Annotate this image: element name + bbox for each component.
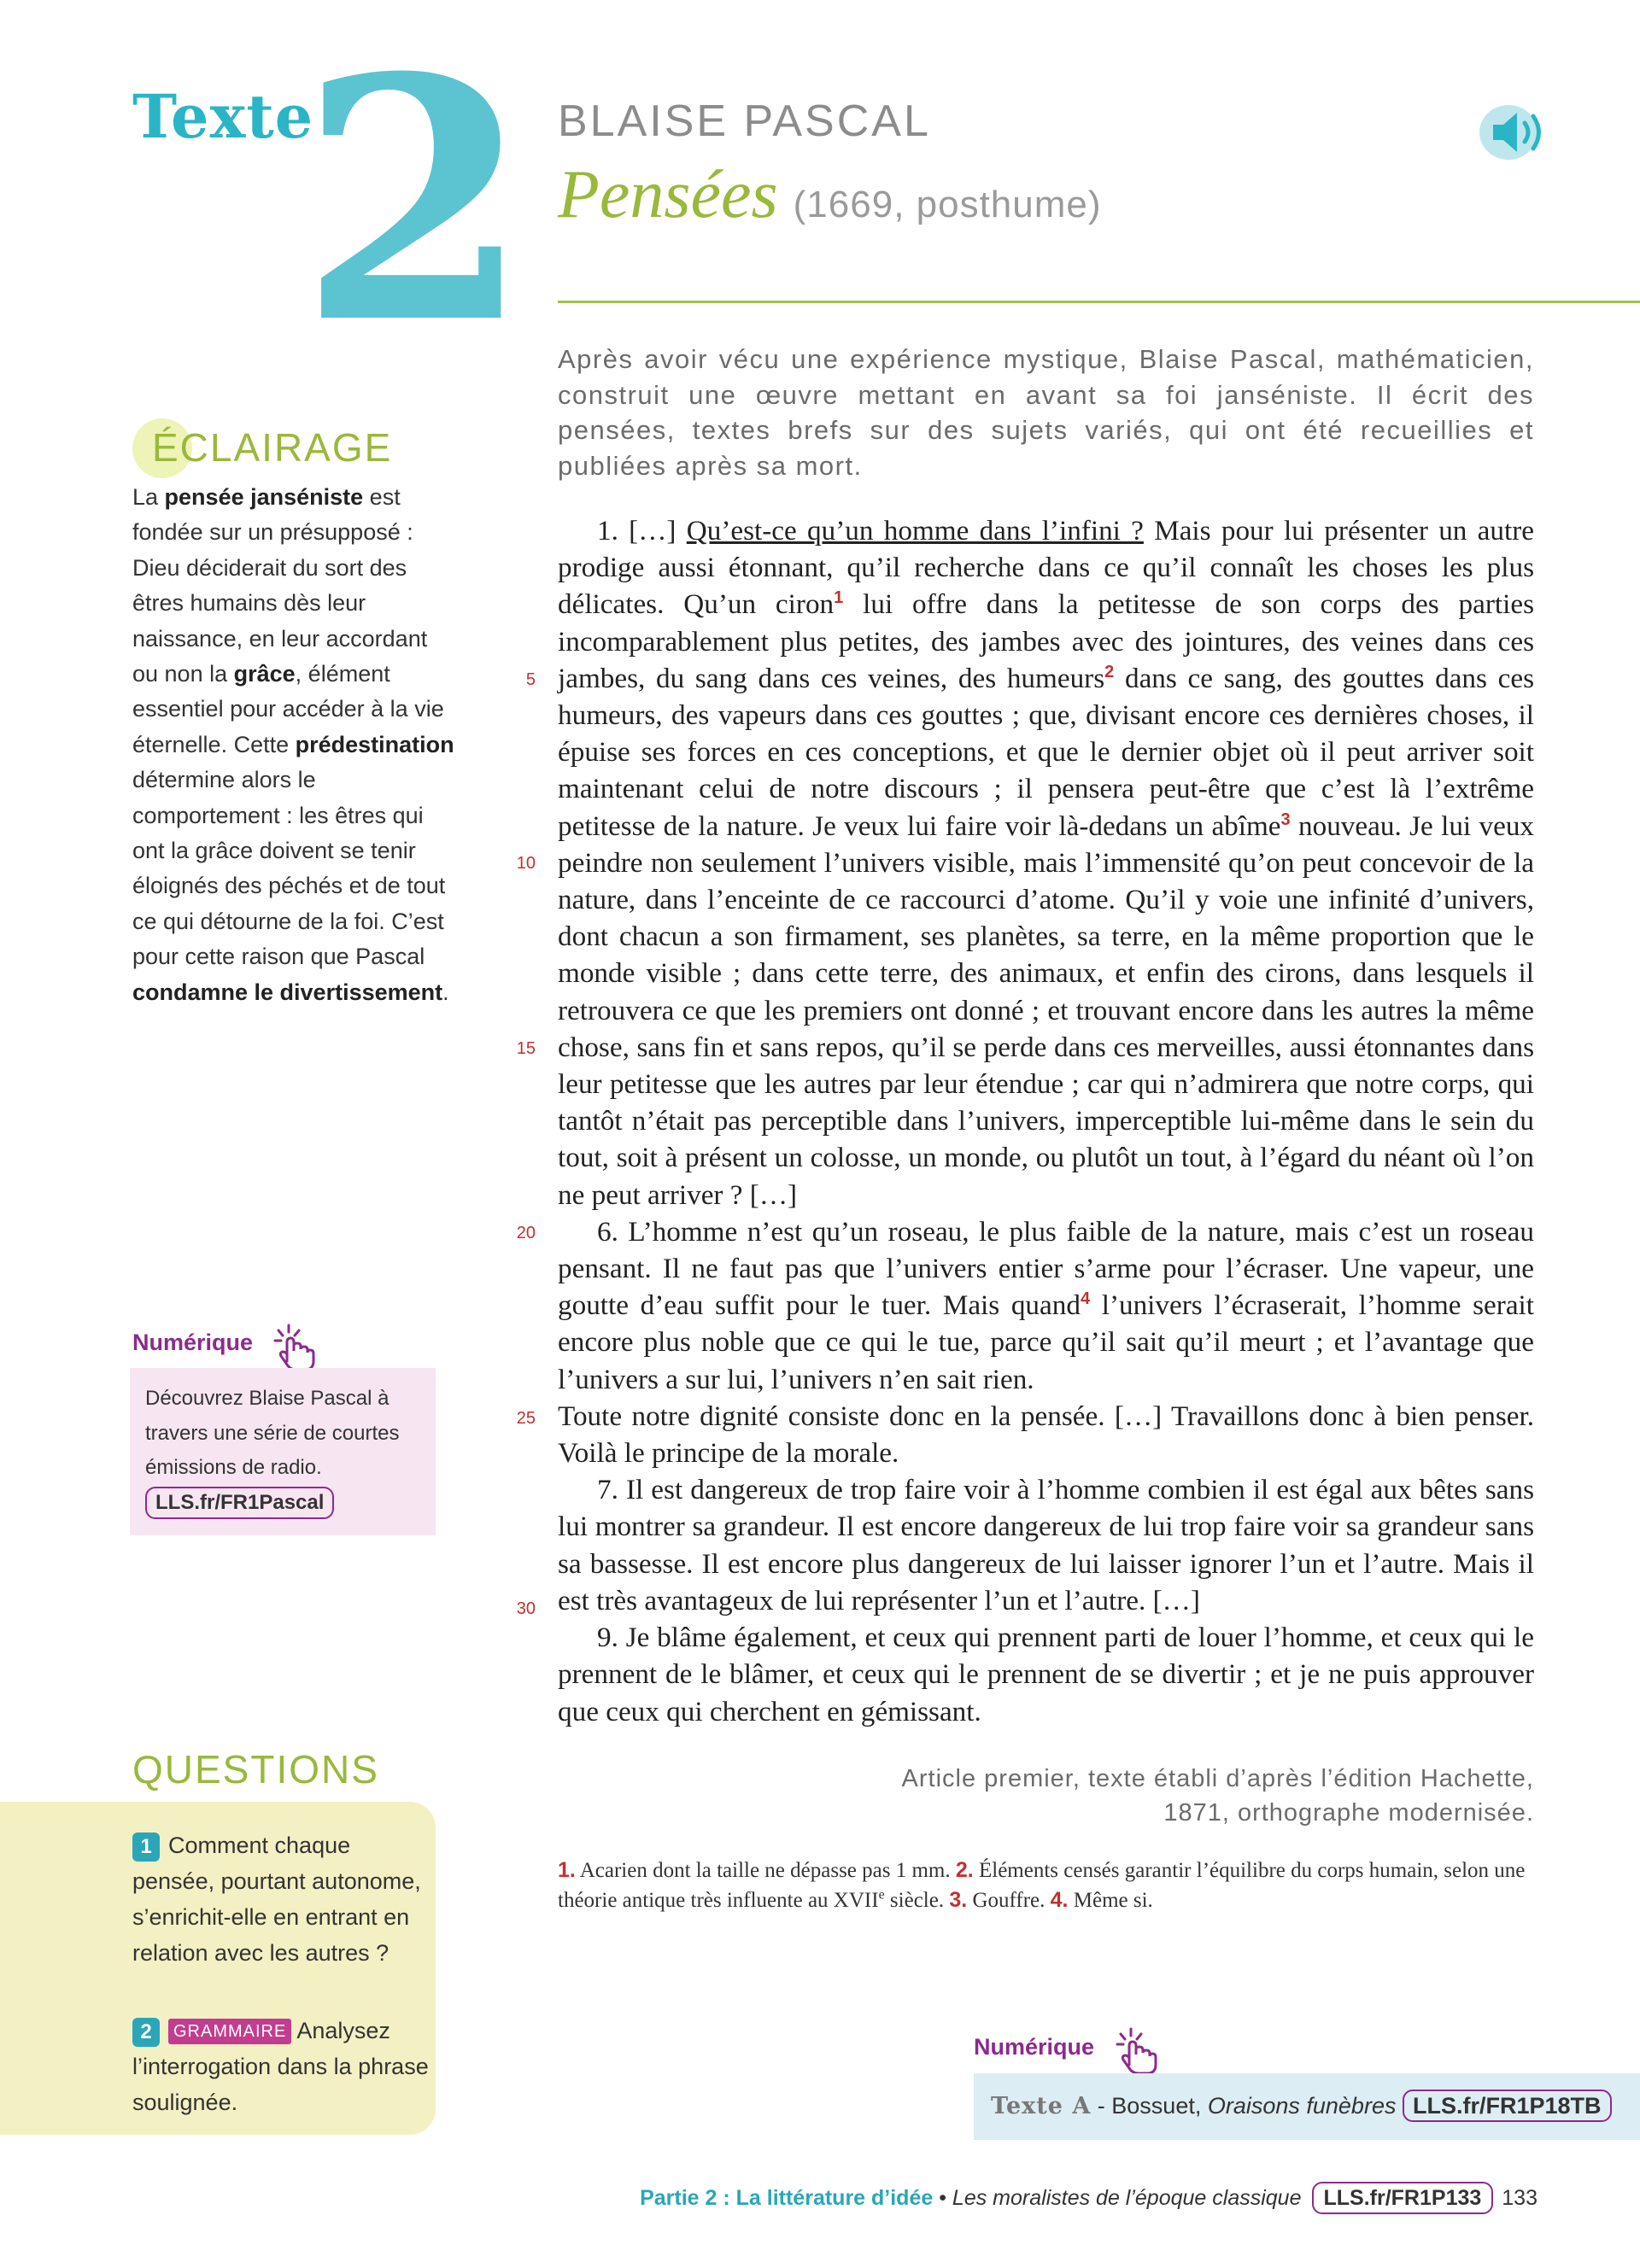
- intro-text: Après avoir vécu une expérience mystique, Blaise Pascal, mathématicien, construit une œuvre mettant en avant sa foi janséniste. Il écrit des pensées, textes brefs sur des sujets variés, qui ont été recueillies et publiées après sa mort.: [558, 344, 1534, 481]
- eclairage-text: La pensée janséniste est fondée sur un présupposé : Dieu déciderait du sort des êtres humains dès leur naissance, en leur accordant ou non la grâce, élément essentiel pour accéder à la vie éternelle. Cette prédestination détermine alors le comportement : les êtres qui ont la grâce doivent se tenir éloignés des péchés et de tout ce qui détourne de la foi. C’est pour cette raison que Pascal condamne le divertissement.: [132, 484, 454, 1005]
- question-2: 2 GRAMMAIRE Analysez l’interrogation dans la phrase soulignée.: [132, 2018, 429, 2115]
- texte-a-label: Texte A: [991, 2093, 1092, 2119]
- numerique-text: Découvrez Blaise Pascal à travers une série de courtes émissions de radio. LLS.fr/FR1Pascal: [145, 1382, 427, 1520]
- pointing-hand-icon: [1112, 2025, 1163, 2077]
- numerique-text-2: Texte A - Bossuet, Oraisons funèbres LLS.fr/FR1P18TB: [991, 2090, 1612, 2122]
- page-number: 133: [1502, 2186, 1538, 2210]
- line-number: 10: [516, 854, 536, 873]
- speaker-icon[interactable]: [1478, 102, 1556, 162]
- footnote-ref[interactable]: 3: [1280, 810, 1291, 829]
- footer-section: Les moralistes de l’époque classique: [952, 2186, 1302, 2210]
- question-1: 1 Comment chaque pensée, pourtant autonome, s’enrichit-elle en entrant en relation avec les autres ?: [132, 1833, 421, 1966]
- eclairage-title: ÉCLAIRAGE: [152, 425, 393, 470]
- footer-part: Partie 2 : La littérature d’idée: [640, 2186, 934, 2210]
- pensee-6-continued: Toute notre dignité consiste donc en la pensée. […] Travaillons donc à bien penser. Voilà le principe de la morale.: [558, 1400, 1534, 1470]
- footnote-ref[interactable]: 4: [1080, 1289, 1091, 1309]
- page-footer: Partie 2 : La littérature d’idée • Les moralistes de l’époque classique LLS.fr/FR1P133 133: [632, 2182, 1538, 2214]
- numerique-link[interactable]: LLS.fr/FR1Pascal: [145, 1487, 334, 1519]
- texte-label: Texte: [132, 81, 314, 152]
- line-number: 5: [525, 670, 536, 689]
- underlined-sentence: Qu’est-ce qu’un homme dans l’infini ?: [686, 515, 1144, 547]
- question-number: 2: [132, 2018, 160, 2047]
- footnotes: 1. Acarien dont la taille ne dépasse pas 1 mm. 2. Éléments censés garantir l’équilibre du corps humain, selon une théorie antique très influente au XVIIe siècle. 3. Gouffre. 4. Même si.: [558, 1858, 1526, 1912]
- footnote-ref[interactable]: 1: [834, 588, 844, 608]
- pensee-7: 7. Il est dangereux de trop faire voir à l’homme combien il est égal aux bêtes sans lui montrer sa grandeur. Il est encore dangereux de lui trop faire voir sa grandeur sans sa bassesse. Il est encore plus dangereux de lui laisser ignorer l’un et l’autre. Mais il est très avantageux de lui représenter l’un et l’autre. […]: [558, 1474, 1534, 1616]
- footer-link[interactable]: LLS.fr/FR1P133: [1312, 2182, 1494, 2214]
- line-number: 20: [516, 1224, 536, 1242]
- numerique-link-2[interactable]: LLS.fr/FR1P18TB: [1403, 2090, 1612, 2122]
- grammaire-tag: GRAMMAIRE: [168, 2019, 291, 2044]
- line-number: 30: [516, 1599, 536, 1618]
- questions-title: QUESTIONS: [132, 1747, 379, 1792]
- source-citation: Article premier, texte établi d’après l’édition Hachette, 1871, orthographe modernisée.: [901, 1765, 1534, 1827]
- numerique-label: Numérique: [132, 1330, 254, 1355]
- work-date: (1669, posthume): [793, 184, 1102, 225]
- author-name: BLAISE PASCAL: [558, 96, 931, 146]
- texte-number: 2: [299, 5, 531, 396]
- work-title: Pensées: [558, 157, 778, 232]
- pointing-hand-icon: [270, 1322, 321, 1373]
- footnote-ref[interactable]: 2: [1104, 662, 1115, 681]
- numerique-label-2: Numérique: [974, 2034, 1095, 2060]
- work-title-line: [558, 154, 1102, 234]
- main-text: [558, 512, 1534, 1730]
- question-number: 1: [132, 1833, 160, 1862]
- pensee-9: 9. Je blâme également, et ceux qui prennent parti de louer l’homme, et ceux qui le prennent de le blâmer, et ceux qui le prennent de se divertir ; et je ne puis approuver que ceux qui cherchent en gémissant.: [558, 1622, 1534, 1727]
- pensee-1: 1. […] Qu’est-ce qu’un homme dans l’infini ? Mais pour lui présenter un autre prodige aussi étonnant, qu’il recherche dans ce qu’il connaît les choses les plus délicates. Qu’un ciron$^1$ lui offre dans la petitesse de son corps des parties incomparablement plus petites, des jambes avec des jointures, des veines dans ces jambes, du sang dans ces veines, des humeurs$^2$ dans ce sang, des gouttes dans ces humeurs, des vapeurs dans ces gouttes ; que, divisant encore ces dernières choses, il épuise ses forces en ces conceptions, et que le dernier objet où il peut arriver soit maintenant celui de notre discours ; il pensera peut-être que c’est là l’extrême petitesse de la nature. Je veux lui faire voir là-dedans un abîme$^3$ nouveau. Je lui veux peindre non seulement l’univers visible, mais l’immensité qu’on peut concevoir de la nature, dans l’enceinte de ce raccourci d’atome. Qu’il y voie une infinité d’univers, dont chacun a son firmament, ses planètes, sa terre, en la même proportion que le monde visible ; dans cette terre, des animaux, et enfin des cirons, dans lesquels il retrouvera ce que les premiers ont donné ; et trouvant encore dans les autres la même chose, sans fin et sans repos, qu’il se perde dans ces merveilles, aussi étonnantes dans leur petitesse que les autres par leur étendue ; car qui n’admirera que notre corps, qui tantôt n’était pas perceptible dans l’univers, imperceptible lui-même dans le sein du tout, soit à présent un colosse, un monde, ou plutôt un tout, à l’égard du néant où l’on ne peut arriver ? […]: [558, 515, 1535, 1211]
- line-number: 25: [516, 1409, 536, 1428]
- pensee-6: 6. L’homme n’est qu’un roseau, le plus faible de la nature, mais c’est un roseau pensant. Il ne faut pas que l’univers entier s’arme pour l’écraser. Une vapeur, une goutte d’eau suffit pour le tuer. Mais quand$^4$ l’univers l’écraserait, l’homme serait encore plus noble que ce qui le tue, parce qu’il sait qu’il meurt ; et l’avantage que l’univers a sur lui, l’univers n’en sait rien.: [558, 1215, 1534, 1395]
- header-divider: [558, 301, 1640, 303]
- line-number: 15: [516, 1039, 536, 1058]
